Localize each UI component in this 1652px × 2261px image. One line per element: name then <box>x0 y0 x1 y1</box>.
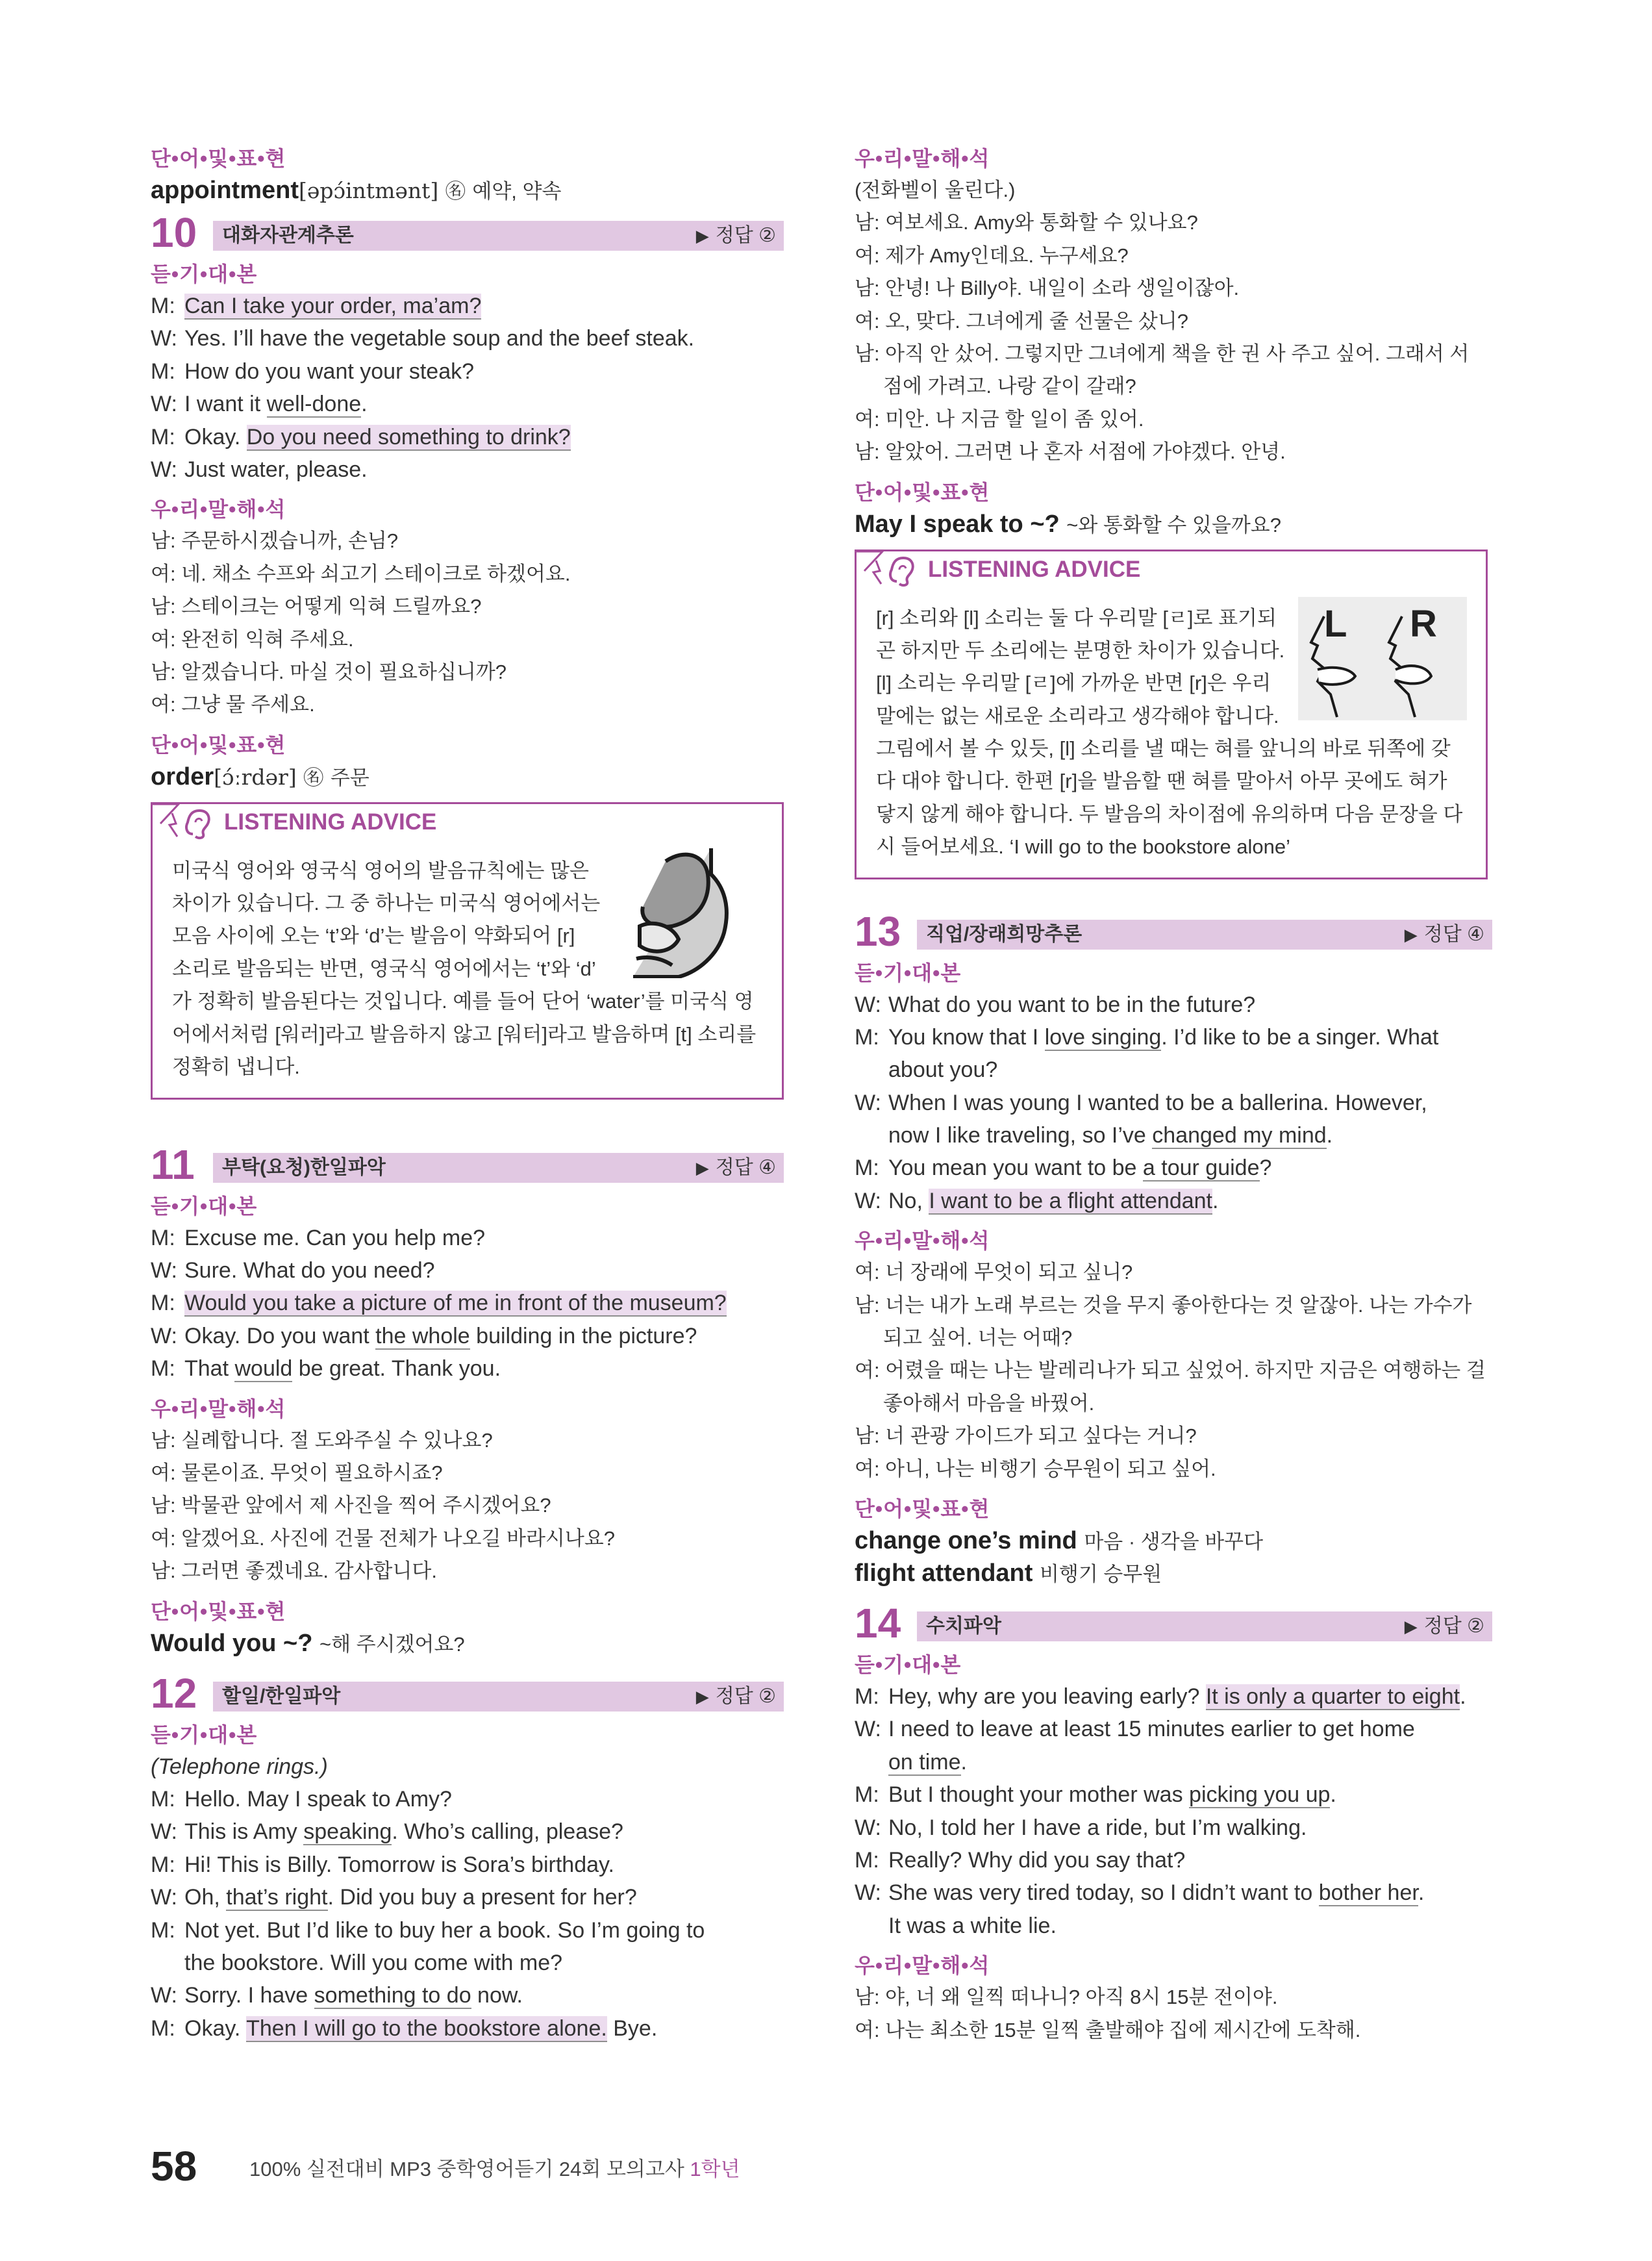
translation-line: 남: 안녕! 나 Billy야. 내일이 소라 생일이잖아. <box>855 277 1240 300</box>
translation-line: 남: 너 관광 가이드가 되고 싶다는 거니? <box>855 1424 1197 1448</box>
script-line: W: Okay. Do you want the whole building in the picture? <box>151 1323 697 1348</box>
translation-line: 남: 스테이크는 어떻게 익혀 드릴까요? <box>151 595 482 618</box>
script-line: W: I need to leave at least 15 minutes earlier to get home <box>855 1717 1415 1742</box>
question-header <box>855 1599 1492 1647</box>
advice-body <box>172 855 756 1084</box>
vocab-label: 단•어•및•표•현 <box>855 1497 990 1521</box>
script-line: W: No, I told her I have a ride, but I’m walking. <box>855 1815 1307 1840</box>
question-bar <box>213 1682 784 1712</box>
script-line: M: You know that I love singing. I’d like to be a singer. What <box>855 1024 1439 1050</box>
stage-direction: (Telephone rings.) <box>151 1754 328 1779</box>
script-label: 듣•기•대•본 <box>855 961 962 985</box>
script-label: 듣•기•대•본 <box>855 1652 962 1676</box>
question-header <box>855 907 1492 955</box>
translation-line: (전화벨이 울린다.) <box>855 179 1016 201</box>
script-line: M: Hello. May I speak to Amy? <box>151 1786 452 1812</box>
script-line: M: That would be great. Thank you. <box>151 1356 501 1382</box>
script-line: M: But I thought your mother was picking you up. <box>855 1782 1336 1808</box>
script-line: M: How do you want your steak? <box>151 359 475 384</box>
script-line: W: Sorry. I have something to do now. <box>151 1983 523 2008</box>
answer-label: ▶ 정답 ② <box>695 1685 776 1707</box>
translation-line: 남: 알았어. 그러면 나 혼자 서점에 가야겠다. 안녕. <box>855 440 1286 464</box>
left-column <box>151 145 784 2045</box>
script-line: M: Excuse me. Can you help me? <box>151 1225 486 1250</box>
vocab-label: 단•어•및•표•현 <box>151 733 286 757</box>
script-line: on time. <box>888 1749 967 1775</box>
translation-line: 되고 싶어. 너는 어때? <box>883 1326 1073 1350</box>
advice-title: LISTENING ADVICE <box>224 809 437 835</box>
vocab-entry: May I speak to ~? ~와 통화할 수 있을까요? <box>855 510 1281 538</box>
script-line: W: Yes. I’ll have the vegetable soup and the beef steak. <box>151 326 695 351</box>
translation-line: 좋아해서 마음을 바꿨어. <box>883 1391 1095 1415</box>
script-line: about you? <box>888 1057 998 1083</box>
advice-line: 정확히 냅니다. <box>172 1055 300 1079</box>
letter-r-label: R <box>1410 602 1437 645</box>
arrow-icon: ▶ <box>695 1686 709 1706</box>
vocab-entry: order[ɔ́ːrdər] ㊔ 주문 <box>151 763 369 790</box>
question-number: 11 <box>151 1141 195 1188</box>
translation-line: 여: 미안. 나 지금 할 일이 좀 있어. <box>855 407 1144 431</box>
translation-line: 여: 오, 맞다. 그녀에게 줄 선물은 샀니? <box>855 309 1188 333</box>
ear-icon <box>153 804 224 840</box>
script-line: M: Really? Why did you say that? <box>855 1847 1186 1873</box>
translation-line: 남: 실례합니다. 절 도와주실 수 있나요? <box>151 1428 493 1452</box>
vocab-entry: Would you ~? ~해 주시겠어요? <box>151 1629 465 1657</box>
arrow-icon: ▶ <box>695 226 709 246</box>
translation-label: 우•리•말•해•석 <box>855 1229 990 1253</box>
script-line: W: What do you want to be in the future? <box>855 992 1256 1017</box>
script-line: M: Okay. Do you need something to drink? <box>151 424 571 449</box>
translation-line: 여: 제가 Amy인데요. 누구세요? <box>855 244 1129 267</box>
script-line: M: You mean you want to be a tour guide? <box>855 1156 1272 1181</box>
advice-line: 미국식 영어와 영국식 영어의 발음규칙에는 많은 <box>172 859 589 882</box>
translation-line: 남: 아직 안 샀어. 그렇지만 그녀에게 책을 한 권 사 주고 싶어. 그래서 서 <box>855 342 1470 365</box>
advice-line: 가 정확히 발음된다는 것입니다. 예를 들어 단어 ‘water’를 미국식 영 <box>172 990 754 1013</box>
vocab-entry: flight attendant 비행기 승무원 <box>855 1559 1162 1587</box>
answer-label: ▶ 정답 ④ <box>1404 923 1484 945</box>
arrow-icon: ▶ <box>695 1157 709 1178</box>
translation-line: 여: 네. 채소 수프와 쇠고기 스테이크로 하겠어요. <box>151 562 571 585</box>
script-line: W: When I was young I wanted to be a ballerina. However, <box>855 1090 1427 1115</box>
answer-label: ▶ 정답 ② <box>695 225 776 246</box>
script-line: W: No, I want to be a flight attendant. <box>855 1188 1219 1213</box>
arrow-icon: ▶ <box>1404 1616 1418 1636</box>
question-header <box>151 209 784 256</box>
script-line: the bookstore. Will you come with me? <box>184 1950 563 1975</box>
advice-line: [r] 소리와 [l] 소리는 둘 다 우리말 [ㄹ]로 표기되 <box>876 606 1277 629</box>
advice-header <box>153 804 437 840</box>
question-type: 할일/한일파악 <box>222 1685 341 1707</box>
question-type: 부탁(요청)한일파악 <box>222 1156 386 1178</box>
advice-line: 모음 사이에 오는 ‘t’와 ‘d’는 발음이 약화되어 [r] <box>172 924 575 948</box>
listening-advice-box <box>151 802 784 1100</box>
page-number: 58 <box>151 2143 197 2190</box>
script-line: W: I want it well-done. <box>151 392 368 417</box>
question-bar <box>213 1153 784 1183</box>
question-number: 10 <box>151 209 197 256</box>
script-line: now I like traveling, so I’ve changed my mind. <box>888 1123 1333 1148</box>
script-line: W: She was very tired today, so I didn’t want to bother her. <box>855 1880 1425 1906</box>
vocab-entry: appointment[əpɔ́intmənt] ㊔ 예약, 약속 <box>151 177 562 204</box>
right-column <box>855 145 1492 2047</box>
translation-label: 우•리•말•해•석 <box>855 1954 990 1978</box>
script-line: M: Can I take your order, ma’am? <box>151 294 482 318</box>
translation-line: 여: 그냥 물 주세요. <box>151 693 315 716</box>
script-line: W: Sure. What do you need? <box>151 1258 435 1283</box>
script-line: W: This is Amy speaking. Who’s calling, please? <box>151 1819 623 1845</box>
ear-icon <box>857 551 928 588</box>
translation-line: 남: 그러면 좋겠네요. 감사합니다. <box>151 1560 437 1583</box>
question-bar <box>917 1611 1492 1641</box>
advice-header <box>857 551 1141 588</box>
script-line: M: Okay. Then I will go to the bookstore alone. Bye. <box>151 2015 658 2041</box>
question-number: 14 <box>855 1599 901 1647</box>
translation-line: 남: 알겠습니다. 마실 것이 필요하십니까? <box>151 660 507 683</box>
vocab-label: 단•어•및•표•현 <box>151 1599 286 1623</box>
script-line: M: Not yet. But I’d like to buy her a book. So I’m going to <box>151 1917 705 1943</box>
script-line: M: Hi! This is Billy. Tomorrow is Sora’s birthday. <box>151 1852 614 1877</box>
question-header <box>151 1141 784 1188</box>
script-line: W: Just water, please. <box>151 457 368 482</box>
script-line: It was a white lie. <box>888 1913 1057 1938</box>
script-label: 듣•기•대•본 <box>151 1723 258 1747</box>
advice-body <box>876 602 1462 864</box>
advice-line: 어에서처럼 [워러]라고 발음하지 않고 [워터]라고 발음하며 [t] 소리를 <box>172 1022 757 1046</box>
script-line: M: Hey, why are you leaving early? It is only a quarter to eight. <box>855 1684 1466 1709</box>
advice-line: 다 대야 합니다. 한편 [r]을 발음할 땐 혀를 말아서 아무 곳에도 혀가 <box>876 770 1447 793</box>
script-label: 듣•기•대•본 <box>151 1194 258 1218</box>
translation-line: 여: 어렸을 때는 나는 발레리나가 되고 싶었어. 하지만 지금은 여행하는 걸 <box>855 1359 1486 1382</box>
translation-line: 남: 박물관 앞에서 제 사진을 찍어 주시겠어요? <box>151 1494 551 1517</box>
question-bar <box>917 920 1492 950</box>
script-line: M: Would you take a picture of me in front of the museum? <box>151 1291 727 1316</box>
script-line: W: Oh, that’s right. Did you buy a present for her? <box>151 1885 637 1910</box>
advice-line: 소리로 발음되는 반면, 영국식 영어에서는 ‘t’와 ‘d’ <box>172 957 596 980</box>
answer-label: ▶ 정답 ② <box>1404 1615 1484 1637</box>
translation-label: 우•리•말•해•석 <box>151 1396 286 1421</box>
advice-line: 닿지 않게 해야 합니다. 두 발음의 차이점에 유의하며 다음 문장을 다 <box>876 802 1463 826</box>
footer-title: 100% 실전대비 MP3 중학영어듣기 24회 모의고사 1학년 <box>249 2158 740 2180</box>
advice-line: 시 들어보세요. ‘I will go to the bookstore alone’ <box>876 835 1291 859</box>
translation-label: 우•리•말•해•석 <box>151 498 286 522</box>
advice-line: 곤 하지만 두 소리에는 분명한 차이가 있습니다. <box>876 638 1285 662</box>
translation-line: 남: 주문하시겠습니까, 손님? <box>151 529 399 553</box>
question-type: 수치파악 <box>926 1615 1001 1637</box>
vocab-label: 단•어•및•표•현 <box>151 147 286 170</box>
script-label: 듣•기•대•본 <box>151 262 258 286</box>
question-type: 직업/장래희망추론 <box>926 923 1083 945</box>
translation-line: 여: 물론이죠. 무엇이 필요하시죠? <box>151 1461 443 1485</box>
arrow-icon: ▶ <box>1404 924 1418 944</box>
listening-advice-box <box>855 549 1488 879</box>
question-header <box>151 1669 784 1717</box>
vocab-label: 단•어•및•표•현 <box>855 480 990 504</box>
answer-label: ▶ 정답 ④ <box>695 1156 776 1178</box>
question-number: 13 <box>855 907 901 955</box>
translation-line: 점에 가려고. 나랑 같이 갈래? <box>883 375 1136 398</box>
advice-title: LISTENING ADVICE <box>928 556 1141 582</box>
translation-label: 우•리•말•해•석 <box>855 147 990 170</box>
translation-line: 여: 아니, 나는 비행기 승무원이 되고 싶어. <box>855 1457 1216 1480</box>
translation-line: 여: 나는 최소한 15분 일찍 출발해야 집에 제시간에 도착해. <box>855 2018 1361 2041</box>
advice-line: 차이가 있습니다. 그 중 하나는 미국식 영어에서는 <box>172 892 601 915</box>
question-number: 12 <box>151 1669 197 1717</box>
translation-line: 남: 여보세요. Amy와 통화할 수 있나요? <box>855 211 1198 234</box>
question-bar <box>213 221 784 251</box>
translation-line: 남: 야, 너 왜 일찍 떠나니? 아직 8시 15분 전이야. <box>855 1986 1278 2009</box>
advice-line: 말에는 없는 새로운 소리라고 생각해야 합니다. <box>876 704 1279 727</box>
advice-line: [l] 소리는 우리말 [ㄹ]에 가까운 반면 [r]은 우리 <box>876 672 1271 695</box>
advice-line: 그림에서 볼 수 있듯, [l] 소리를 낼 때는 혀를 앞니의 바로 뒤쪽에 갖 <box>876 737 1451 761</box>
translation-line: 여: 알겠어요. 사진에 건물 전체가 나오길 바라시나요? <box>151 1526 616 1550</box>
letter-l-label: L <box>1324 602 1347 645</box>
vocab-entry: change one’s mind 마음 · 생각을 바꾸다 <box>855 1526 1264 1554</box>
translation-line: 여: 완전히 익혀 주세요. <box>151 627 354 651</box>
translation-line: 여: 너 장래에 무엇이 되고 싶니? <box>855 1261 1133 1284</box>
question-type: 대화자관계추론 <box>222 225 354 246</box>
translation-line: 남: 너는 내가 노래 부르는 것을 무지 좋아한다는 것 알잖아. 나는 가수가 <box>855 1293 1472 1317</box>
